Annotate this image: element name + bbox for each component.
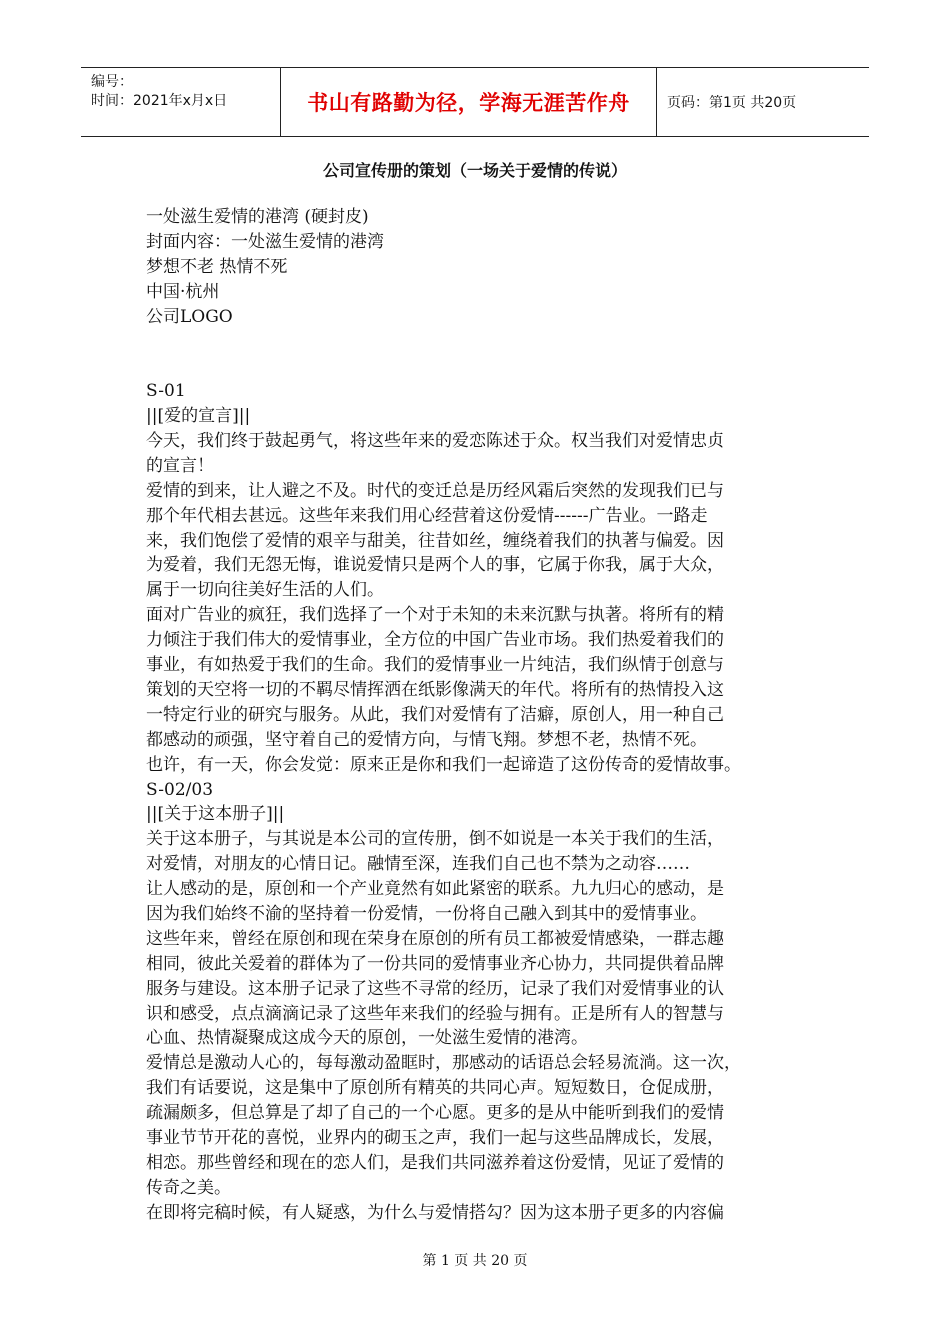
body-line: 传奇之美。 xyxy=(146,1177,231,1198)
motto-text: 书山有路勤为径，学海无涯苦作舟 xyxy=(307,91,630,115)
page-footer: 第 1 页 共 20 页 xyxy=(422,1253,528,1269)
body-line: S-01 xyxy=(146,381,186,402)
document-title: 公司宣传册的策划（一场关于爱情的传说） xyxy=(322,161,627,180)
body-line: 为爱着，我们无怨无悔，谁说爱情只是两个人的事，它属于你我，属于大众， xyxy=(146,555,724,576)
body-line: 今天，我们终于鼓起勇气，将这些年来的爱恋陈述于众。权当我们对爱情忠贞 xyxy=(146,431,724,452)
header-motto-cell xyxy=(281,68,657,136)
cover-line: 中国·杭州 xyxy=(146,281,220,302)
body-line: 识和感受，点点滴滴记录了这些年来我们的经验与拥有。正是所有人的智慧与 xyxy=(146,1003,724,1024)
cover-line: 梦想不老 热情不死 xyxy=(146,256,288,277)
document-body xyxy=(146,205,808,1226)
body-line: 关于这本册子，与其说是本公司的宣传册，倒不如说是一本关于我们的生活， xyxy=(146,829,724,850)
body-line: 都感动的顽强，坚守着自己的爱情方向，与情飞翔。梦想不老，热情不死。 xyxy=(146,729,707,750)
section-gap xyxy=(146,329,808,379)
body-line: 对爱情，对朋友的心情日记。融情至深，连我们自己也不禁为之动容…… xyxy=(146,854,690,875)
cover-line: 一处滋生爱情的港湾 (硬封皮) xyxy=(146,207,369,227)
body-line: 的宣言！ xyxy=(146,455,214,476)
body-line: 我们有话要说，这是集中了原创所有精英的共同心声。短短数日，仓促成册， xyxy=(146,1078,724,1099)
body-line: 相恋。那些曾经和现在的恋人们，是我们共同滋养着这份爱情，见证了爱情的 xyxy=(146,1152,724,1173)
body-line: 在即将完稿时候，有人疑惑，为什么与爱情搭勾？因为这本册子更多的内容偏 xyxy=(146,1202,724,1223)
time-label: 时间：2021年x月x日 xyxy=(91,93,228,109)
number-label: 编号： xyxy=(91,74,133,90)
cover-line: 公司LOGO xyxy=(146,306,233,327)
header-table xyxy=(81,67,869,137)
body-line: 服务与建设。这本册子记录了这些不寻常的经历，记录了我们对爱情事业的认 xyxy=(146,978,724,999)
header-page-cell xyxy=(657,68,869,136)
body-line: 面对广告业的疯狂，我们选择了一个对于未知的未来沉默与执著。将所有的精 xyxy=(146,605,724,626)
header-meta-cell xyxy=(81,68,281,136)
body-line: ||[关于这本册子]|| xyxy=(146,804,285,825)
body-line: ||[爱的宣言]|| xyxy=(146,406,251,427)
body-line: 属于一切向往美好生活的人们。 xyxy=(146,580,384,601)
body-line: 事业节节开花的喜悦，业界内的砌玉之声，我们一起与这些品牌成长，发展， xyxy=(146,1127,724,1148)
body-line: 因为我们始终不渝的坚持着一份爱情，一份将自己融入到其中的爱情事业。 xyxy=(146,903,707,924)
body-line: 这些年来，曾经在原创和现在荣身在原创的所有员工都被爱情感染，一群志趣 xyxy=(146,928,724,949)
body-line: 心血、热情凝聚成这成今天的原创，一处滋生爱情的港湾。 xyxy=(146,1028,588,1049)
body-line: 疏漏颇多，但总算是了却了自己的一个心愿。更多的是从中能听到我们的爱情 xyxy=(146,1103,724,1124)
body-line: 爱情的到来，让人避之不及。时代的变迁总是历经风霜后突然的发现我们已与 xyxy=(146,480,724,501)
body-paragraphs xyxy=(146,379,808,1225)
body-line: 也许，有一天，你会发觉：原来正是你和我们一起谛造了这份传奇的爱情故事。 xyxy=(146,754,741,775)
body-line: 让人感动的是，原创和一个产业竟然有如此紧密的联系。九九归心的感动，是 xyxy=(146,879,724,900)
body-line: 来，我们饱偿了爱情的艰辛与甜美，往昔如丝，缠绕着我们的执著与偏爱。因 xyxy=(146,530,724,551)
page-info: 页码：第1页 共20页 xyxy=(667,95,797,111)
body-line: 相同，彼此关爱着的群体为了一份共同的爱情事业齐心协力，共同提供着品牌 xyxy=(146,953,724,974)
body-line: 事业，有如热爱于我们的生命。我们的爱情事业一片纯洁，我们纵情于创意与 xyxy=(146,655,724,676)
body-line: 那个年代相去甚远。这些年来我们用心经营着这份爱情------广告业。一路走 xyxy=(146,505,708,526)
body-line: 爱情总是激动人心的，每每激动盈眶时，那感动的话语总会轻易流淌。这一次， xyxy=(146,1053,741,1074)
body-line: 策划的天空将一切的不羁尽情挥洒在纸影像满天的年代。将所有的热情投入这 xyxy=(146,679,724,700)
body-line: S-02/03 xyxy=(146,779,214,800)
body-line: 一特定行业的研究与服务。从此，我们对爱情有了洁癖，原创人，用一种自己 xyxy=(146,704,724,725)
body-line: 力倾注于我们伟大的爱情事业，全方位的中国广告业市场。我们热爱着我们的 xyxy=(146,630,724,651)
cover-line: 封面内容：一处滋生爱情的港湾 xyxy=(146,231,384,252)
